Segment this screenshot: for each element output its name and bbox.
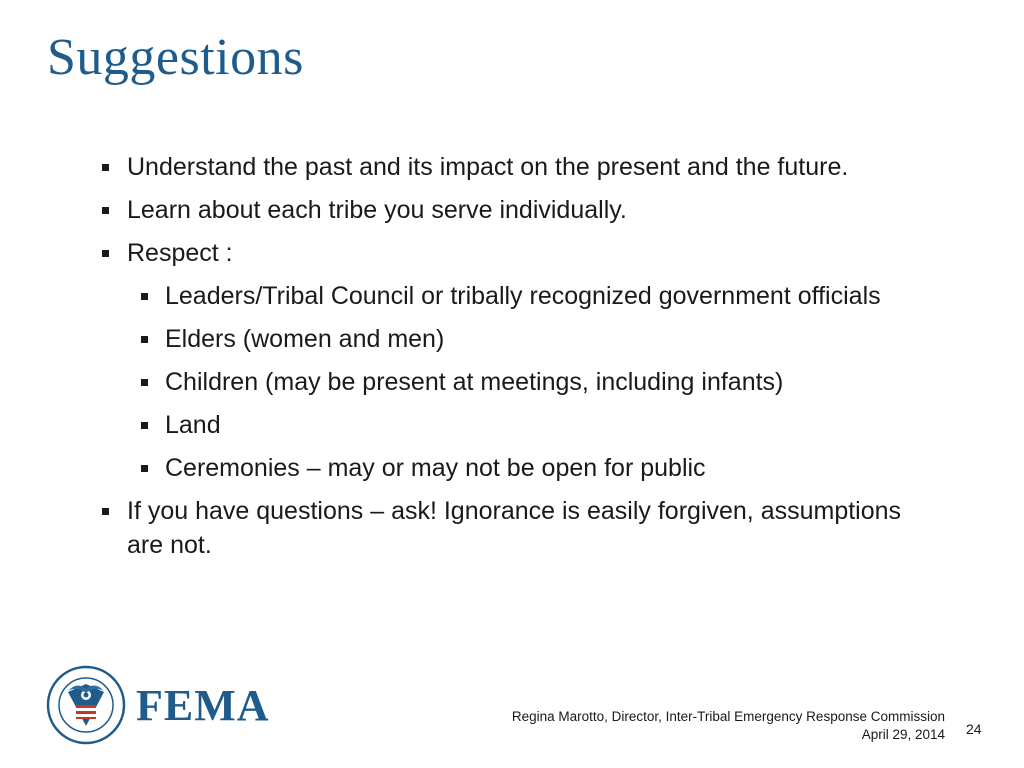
square-bullet-icon	[141, 465, 148, 472]
bullet-text: Learn about each tribe you serve individually.	[127, 196, 627, 224]
bullet-list	[100, 150, 920, 571]
sub-bullet-text: Land	[165, 411, 221, 439]
page-number: 24	[966, 721, 982, 737]
square-bullet-icon	[102, 508, 109, 515]
square-bullet-icon	[102, 164, 109, 171]
footer-info	[512, 708, 945, 744]
sub-bullet-text: Ceremonies – may or may not be open for public	[165, 454, 706, 482]
square-bullet-icon	[141, 293, 148, 300]
bullet-item	[100, 150, 920, 184]
square-bullet-icon	[141, 336, 148, 343]
bullet-text: Understand the past and its impact on the present and the future.	[127, 153, 849, 181]
sub-bullet-text: Elders (women and men)	[165, 325, 445, 353]
bullet-item	[100, 236, 920, 270]
fema-logo	[46, 665, 270, 745]
square-bullet-icon	[141, 422, 148, 429]
bullet-text: Respect :	[127, 239, 233, 267]
sub-bullet-text: Children (may be present at meetings, including infants)	[165, 368, 784, 396]
sub-bullet-text: Leaders/Tribal Council or tribally recognized government officials	[165, 282, 881, 310]
sub-bullet-item	[100, 365, 920, 399]
dhs-seal-icon	[46, 665, 126, 745]
sub-bullet-item	[100, 322, 920, 356]
presentation-date: April 29, 2014	[861, 727, 945, 742]
sub-bullet-item	[100, 408, 920, 442]
sub-bullet-item	[100, 451, 920, 485]
fema-wordmark: FEMA	[136, 680, 270, 730]
bullet-item	[100, 494, 920, 562]
bullet-item	[100, 193, 920, 227]
presenter-credit: Regina Marotto, Director, Inter-Tribal Emergency Response Commission	[511, 709, 945, 724]
bullet-text: If you have questions – ask! Ignorance is easily forgiven, assumptions are not.	[127, 497, 902, 559]
slide-title: Suggestions	[47, 29, 304, 86]
square-bullet-icon	[102, 207, 109, 214]
square-bullet-icon	[102, 250, 109, 257]
sub-bullet-item	[100, 279, 920, 313]
square-bullet-icon	[141, 379, 148, 386]
